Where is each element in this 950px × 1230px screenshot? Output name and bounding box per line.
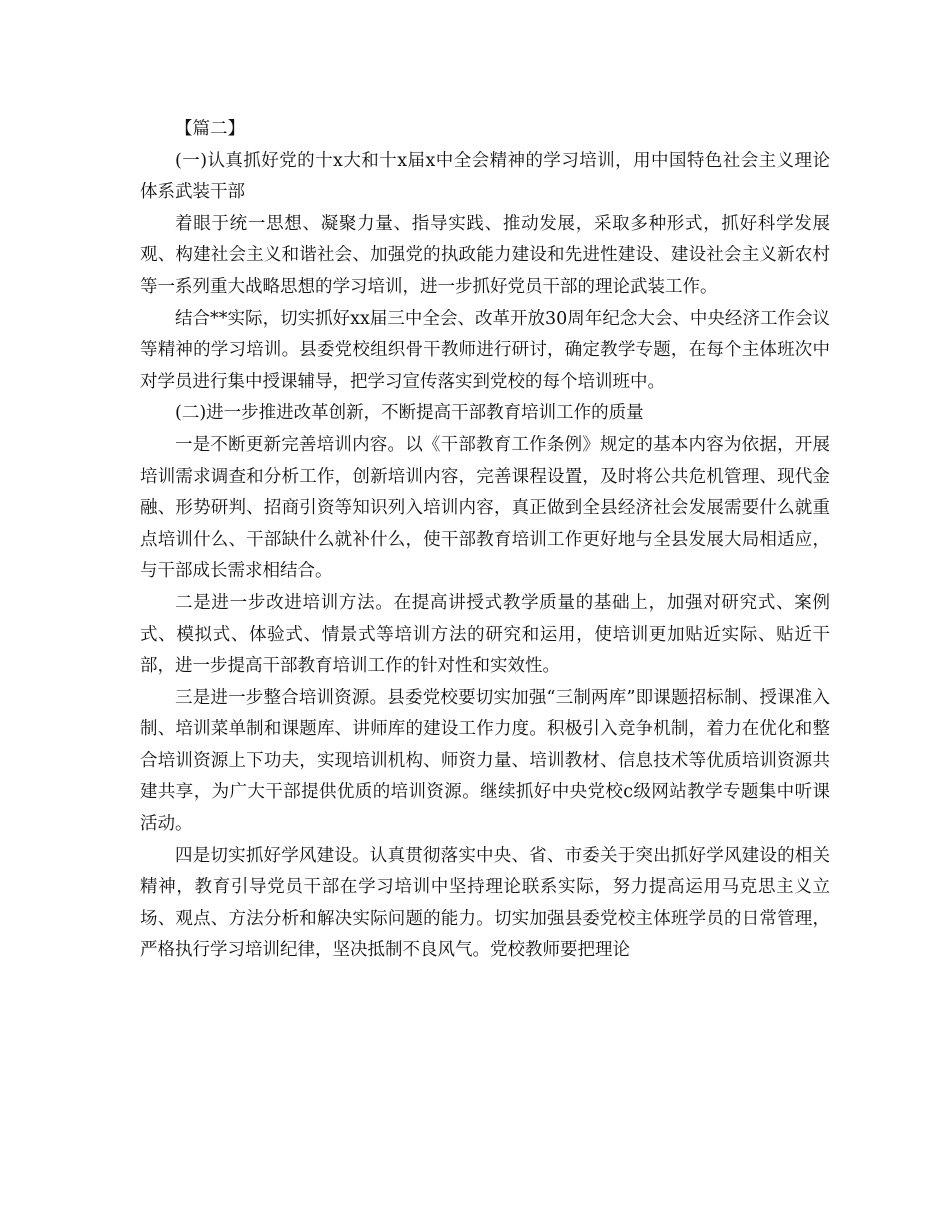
section-heading: 【篇二】 <box>175 119 245 139</box>
paragraph-3: 结合**实际，切实抓好xx届三中全会、改革开放30周年纪念大会、中央经济工作会议等精神的学习培训。县委党校组织骨干教师进行研讨，确定教学专题，在每个主体班次中对学员进行集中授课辅导，把学习宣传落实到党校的每个培训班中。 <box>140 308 830 392</box>
paragraph-5: 一是不断更新完善培训内容。以《干部教育工作条例》规定的基本内容为依据，开展培训需求调查和分析工作，创新培训内容，完善课程设置，及时将公共危机管理、现代金融、形势研判、招商引资等知识列入培训内容，真正做到全县经济社会发展需要什么就重点培训什么、干部缺什么就补什么，使干部教育培训工作更好地与全县发展大局相适应，与干部成长需求相结合。 <box>140 434 830 582</box>
paragraph-6: 二是进一步改进培训方法。在提高讲授式教学质量的基础上，加强对研究式、案例式、模拟式、体验式、情景式等培训方法的研究和运用，使培训更加贴近实际、贴近干部，进一步提高干部教育培训工作的针对性和实效性。 <box>140 592 830 677</box>
document-body <box>140 114 830 967</box>
paragraph-4: (二)进一步推进改革创新，不断提高干部教育培训工作的质量 <box>175 403 644 424</box>
paragraph-8: 四是切实抓好学风建设。认真贯彻落实中央、省、市委关于突出抓好学风建设的相关精神，教育引导党员干部在学习培训中坚持理论联系实际，努力提高运用马克思主义立场、观点、方法分析和解决实际问题的能力。切实加强县委党校主体班学员的日常管理，严格执行学习培训纪律，坚决抵制不良风气。党校教师要把理论 <box>140 845 830 961</box>
paragraph-2: 着眼于统一思想、凝聚力量、指导实践、推动发展，采取多种形式，抓好科学发展观、构建社会主义和谐社会、加强党的执政能力建设和先进性建设、建设社会主义新农村等一系列重大战略思想的学习培训，进一步抓好党员干部的理论武装工作。 <box>140 213 830 297</box>
paragraph-1: (一)认真抓好党的十x大和十x届x中全会精神的学习培训，用中国特色社会主义理论体系武装干部 <box>140 150 830 203</box>
paragraph-7: 三是进一步整合培训资源。县委党校要切实加强“三制两库”即课题招标制、授课准入制、培训菜单制和课题库、讲师库的建设工作力度。积极引入竞争机制，着力在优化和整合培训资源上下功夫，实现培训机构、师资力量、培训教材、信息技术等优质培训资源共建共享，为广大干部提供优质的培训资源。继续抓好中央党校c级网站教学专题集中听课活动。 <box>140 687 830 835</box>
